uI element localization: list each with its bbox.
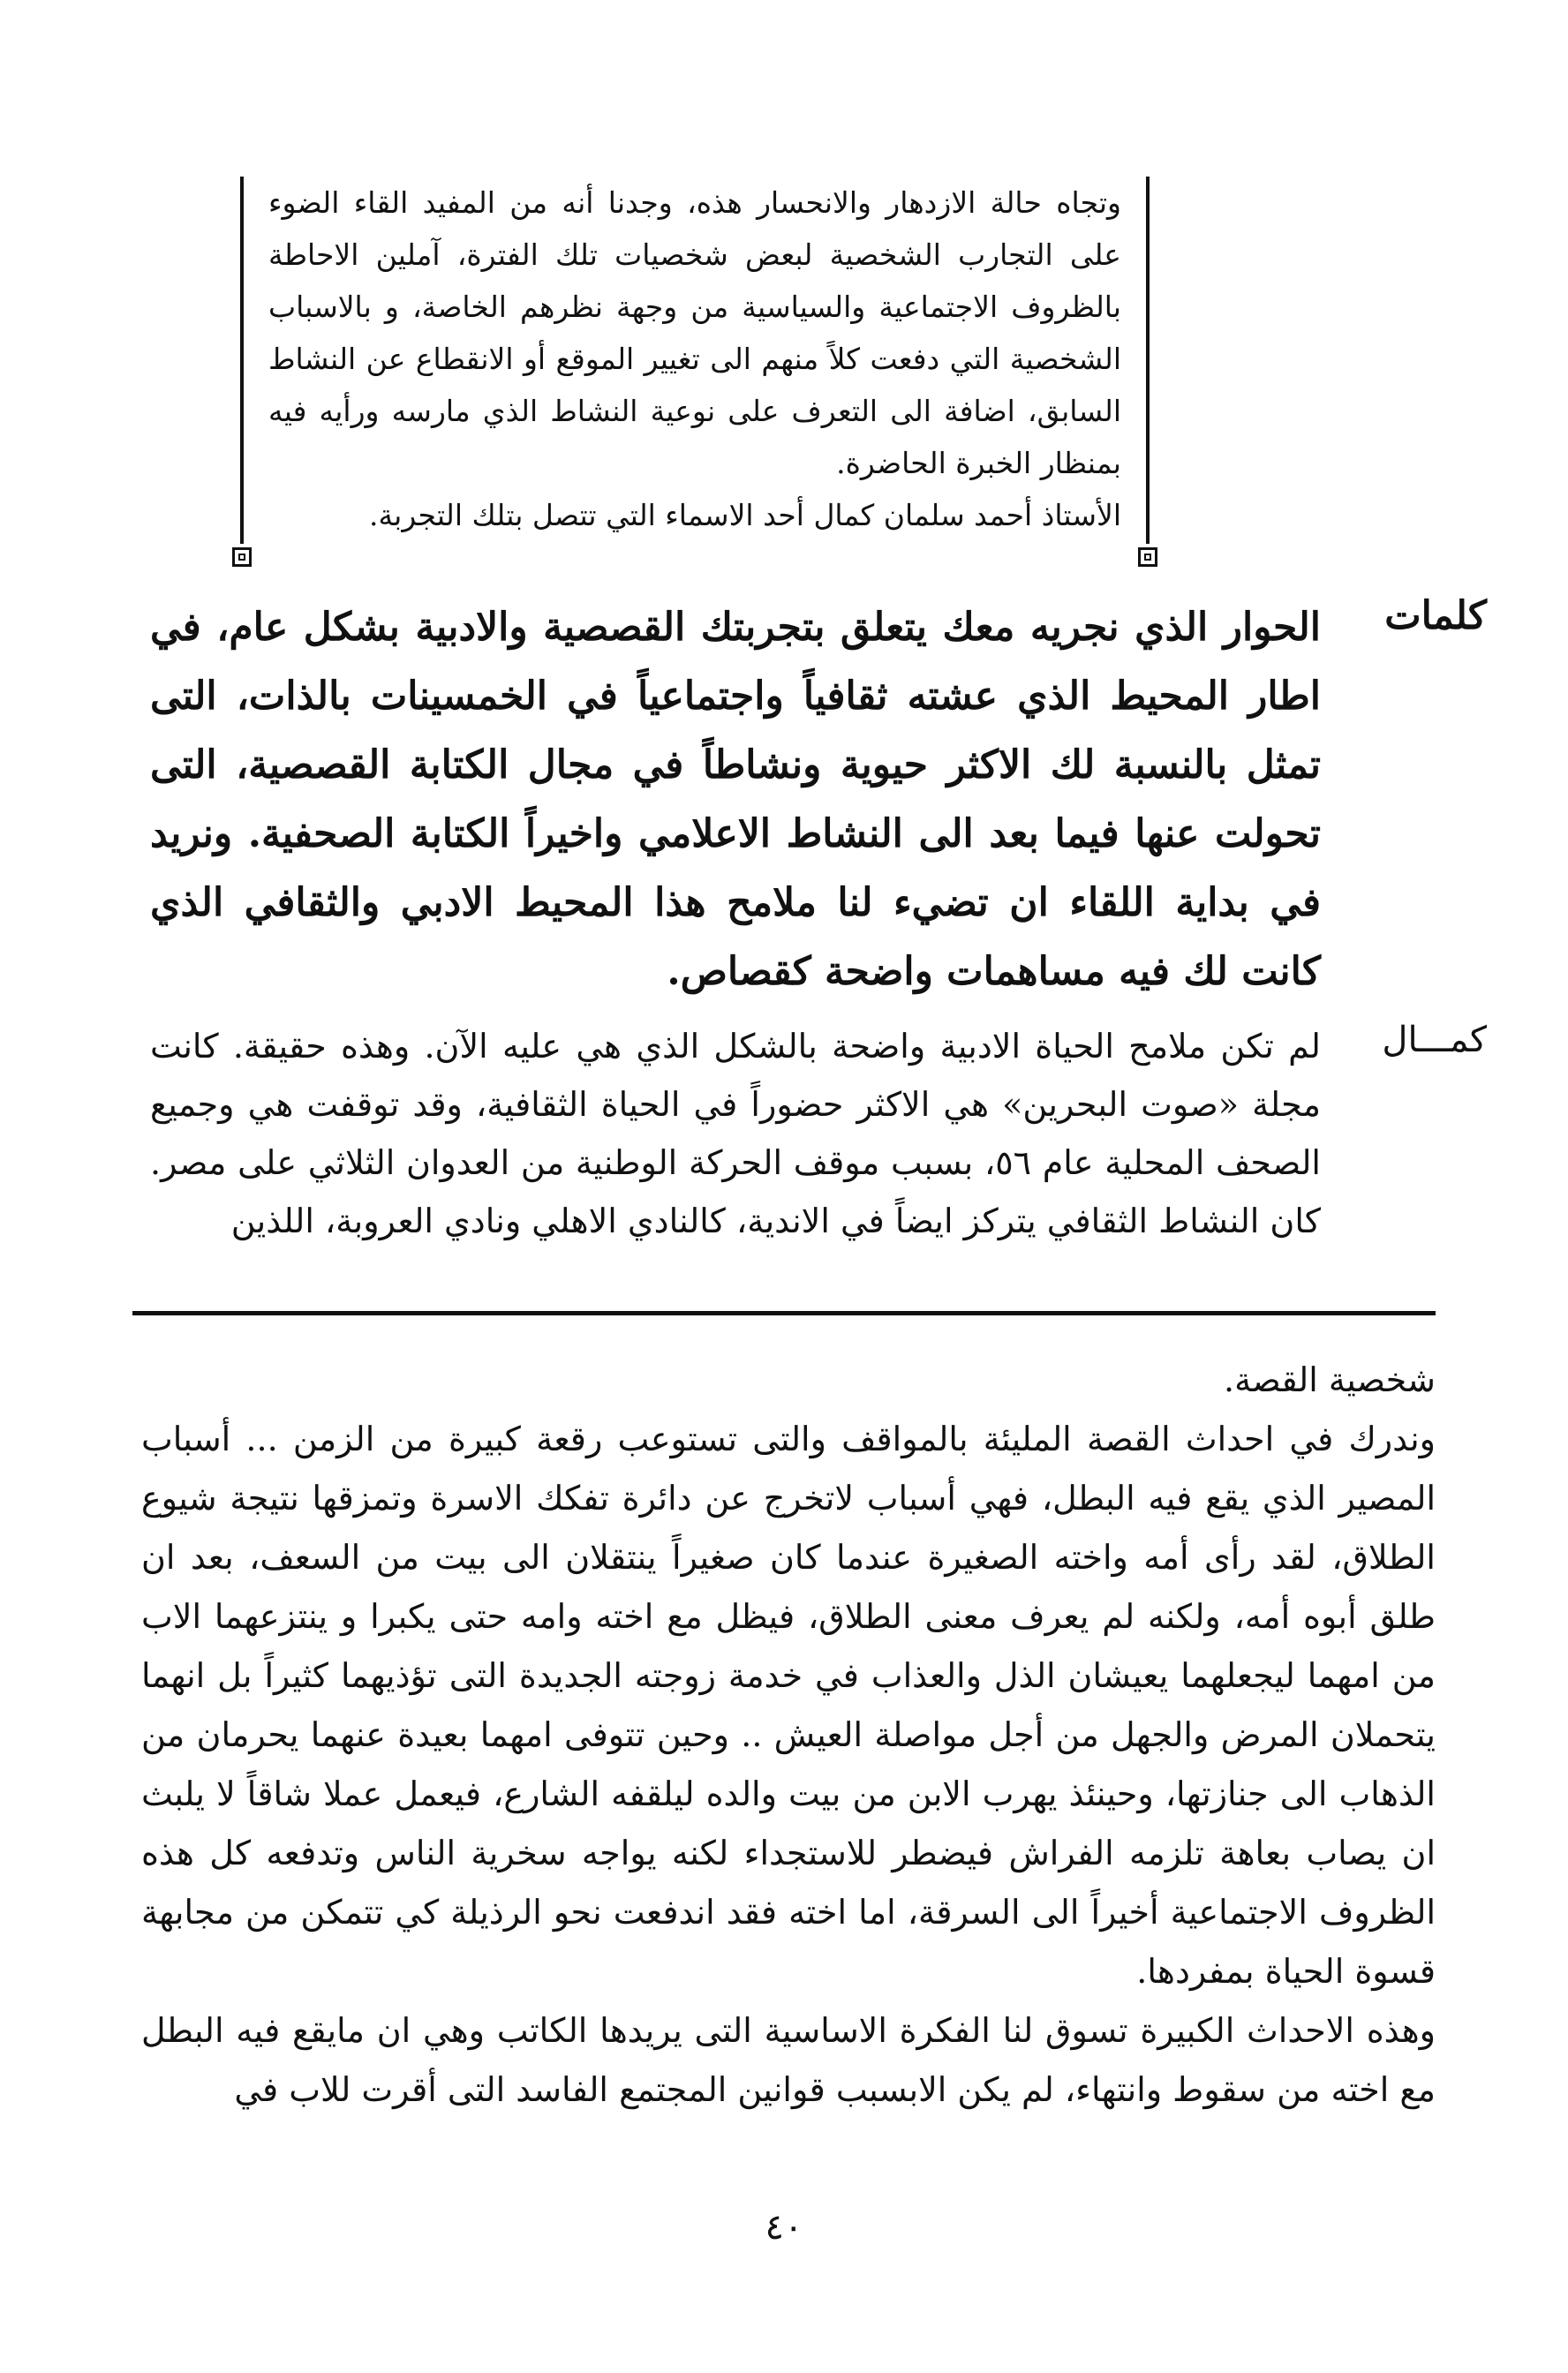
frame-corner-ornament-icon xyxy=(232,547,252,567)
article-paragraph: وندرك في احداث القصة المليئة بالمواقف والتى تستوعب رقعة كبيرة من الزمن ... أسباب المصير الذي يقع فيه البطل، فهي أسباب لاتخرج عن دائرة تفكك الاسرة وتمزقها نتيجة شيوع الطلاق، لقد رأى أمه واخته الصغيرة عندما كان صغيراً ينتقلان الى بيت من السعف، بعد ان طلق أبوه أمه، ولكنه لم يعرف معنى الطلاق، فيظل مع اخته وامه حتى يكبرا و ينتزعهما الاب من امهما ليجعلهما يعيشان الذل والعذاب في خدمة زوجته الجديدة التى تؤذيهما كثيراً بل انهما يتحملان المرض والجهل من أجل مواصلة العيش .. وحين تتوفى امهما بعيدة عنهما يحرمان من الذهاب الى جنازتها، وحينئذ يهرب الابن من بيت والده ليلقفه الشارع، فيعمل عملا شاقاً لا يلبث ان يصاب بعاهة تلزمه الفراش فيضطر للاستجداء لكنه يواجه سخرية الناس وتدفعه كل هذه الظروف الاجتماعية أخيراً الى السرقة، اما اخته فقد اندفعت نحو الرذيلة كي تتمكن من مجابهة قسوة الحياة بمفردها. xyxy=(141,1420,1436,1991)
section-divider xyxy=(132,1311,1436,1315)
article-paragraph: شخصية القصة. xyxy=(1223,1360,1436,1399)
frame-corner-ornament-icon xyxy=(1138,547,1157,567)
article-paragraph: وهذه الاحداث الكبيرة تسوق لنا الفكرة الاساسية التى يريدها الكاتب وهي ان مايقع فيه البطل مع اخته من سقوط وانتهاء، لم يكن الابسبب قوانين المجتمع الفاسد التى أقرت للاب في xyxy=(141,2011,1436,2109)
interview-question: الحوار الذي نجريه معك يتعلق بتجربتك القصصية والادبية بشكل عام، في اطار المحيط الذي عشته ثقافياً واجتماعياً في الخمسينات بالذات، التى تمثل بالنسبة لك الاكثر حيوية ونشاطاً في مجال الكتابة القصصية، التى تحولت عنها فيما بعد الى النشاط الاعلامي واخيراً الكتابة الصحفية. ونريد في بداية اللقاء ان تضيء لنا ملامح هذا المحيط الادبي والثقافي الذي كانت لك فيه مساهمات واضحة كقصاص. xyxy=(150,605,1321,994)
interview-answer: لم تكن ملامح الحياة الادبية واضحة بالشكل الذي هي عليه الآن. وهذه حقيقة. كانت مجلة «صوت البحرين» هي الاكثر حضوراً في الحياة الثقافية، وقد توقفت هي وجميع الصحف المحلية عام ٥٦، بسبب موقف الحركة الوطنية من العدوان الثلاثي على مصر. كان النشاط الثقافي يتركز ايضاً في الاندية، كالنادي الاهلي ونادي العروبة، اللذين xyxy=(150,1027,1321,1240)
intro-text: وتجاه حالة الازدهار والانحسار هذه، وجدنا أنه من المفيد القاء الضوء على التجارب الشخصية لبعض شخصيات تلك الفترة، آملين الاحاطة بالظروف الاجتماعية والسياسية من وجهة نظرهم الخاصة، و بالاسباب الشخصية التي دفعت كلاً منهم الى تغيير الموقع أو الانقطاع عن النشاط السابق، اضافة الى التعرف على نوعية النشاط الذي مارسه ورأيه فيه بمنظار الخبرة الحاضرة. xyxy=(268,185,1121,480)
article-body xyxy=(141,1351,1436,2120)
page-number: ٤٠ xyxy=(765,2207,803,2248)
question-speaker-label: كلمات xyxy=(1384,593,1487,638)
intro-closing: الأستاذ أحمد سلمان كمال أحد الاسماء التي تتصل بتلك التجربة. xyxy=(368,498,1121,532)
answer-speaker-label: كمـــال xyxy=(1382,1020,1487,1060)
intro-framed-box xyxy=(240,177,1150,544)
